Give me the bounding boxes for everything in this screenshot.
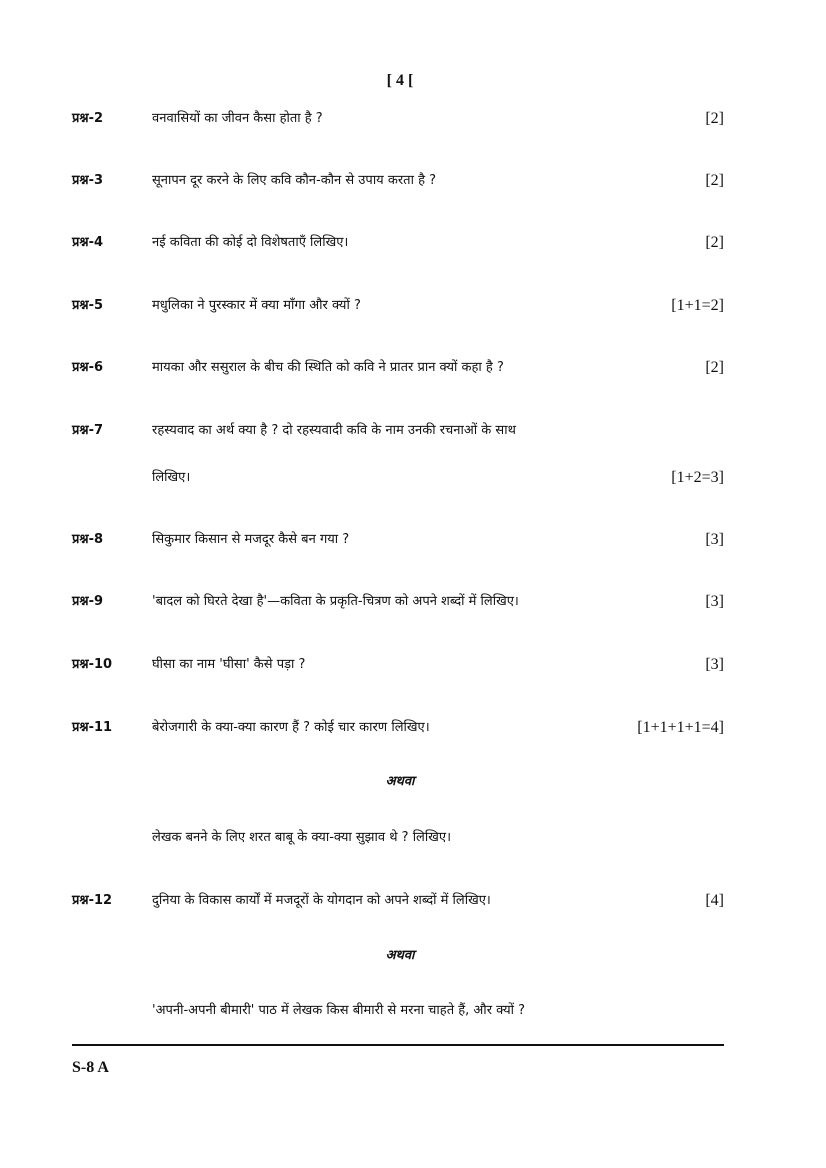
question-11: [72, 716, 724, 740]
question-marks: [1+1+1+1=4]: [637, 719, 724, 736]
question-text: दुनिया के विकास कार्यों में मजदूरों के योगदान को अपने शब्दों में लिखिए।: [152, 893, 491, 908]
alternative-question: लेखक बनने के लिए शरत बाबू के क्या-क्या सुझाव थे ? लिखिए।: [152, 830, 451, 845]
question-8: [72, 528, 724, 552]
question-label: प्रश्न-4: [72, 235, 104, 250]
question-4: [72, 231, 724, 255]
question-marks: [2]: [705, 110, 724, 127]
question-text: घीसा का नाम 'घीसा' कैसे पड़ा ?: [152, 657, 306, 672]
question-label: प्रश्न-9: [72, 594, 104, 609]
question-marks: [2]: [705, 172, 724, 189]
question-label: प्रश्न-8: [72, 532, 104, 547]
question-label: प्रश्न-11: [72, 720, 113, 735]
question-text: मधुलिका ने पुरस्कार में क्या माँगा और क्यों ?: [152, 298, 361, 313]
question-text: मायका और ससुराल के बीच की स्थिति को कवि ने प्रातर प्रान क्यों कहा है ?: [152, 360, 504, 375]
question-text: नई कविता की कोई दो विशेषताएँ लिखिए।: [152, 235, 349, 250]
question-text: रहस्यवाद का अर्थ क्या है ? दो रहस्यवादी कवि के नाम उनकी रचनाओं के साथ: [152, 423, 516, 438]
question-3: [72, 169, 724, 193]
question-5: [72, 294, 724, 318]
question-label: प्रश्न-10: [72, 657, 113, 672]
question-marks: [4]: [705, 892, 724, 909]
question-marks: [3]: [705, 656, 724, 673]
question-label: प्रश्न-5: [72, 298, 104, 313]
alternative-question: 'अपनी-अपनी बीमारी' पाठ में लेखक किस बीमारी से मरना चाहते हैं, और क्यों ?: [152, 1003, 526, 1018]
question-marks: [1+1=2]: [671, 297, 724, 314]
question-label: प्रश्न-7: [72, 423, 104, 438]
footer-divider: [72, 1044, 724, 1046]
question-9: [72, 590, 724, 614]
question-label: प्रश्न-3: [72, 173, 104, 188]
question-text-continued: लिखिए।: [152, 470, 191, 485]
question-text: वनवासियों का जीवन कैसा होता है ?: [152, 111, 323, 126]
page-number: [ 4 [: [386, 72, 414, 89]
question-10: [72, 653, 724, 677]
question-marks: [2]: [705, 359, 724, 376]
question-text: सिकुमार किसान से मजदूर कैसे बन गया ?: [152, 532, 350, 547]
question-7-continued: [72, 466, 724, 490]
question-label: प्रश्न-6: [72, 360, 104, 375]
question-12: [72, 889, 724, 913]
question-6: [72, 356, 724, 380]
question-marks: [1+2=3]: [671, 469, 724, 486]
question-7: [72, 419, 724, 443]
question-marks: [3]: [705, 593, 724, 610]
paper-code: S-8 A: [72, 1059, 109, 1076]
alternative-separator: अथवा: [385, 948, 415, 963]
question-label: प्रश्न-2: [72, 111, 104, 126]
question-text: बेरोजगारी के क्या-क्या कारण हैं ? कोई चार कारण लिखिए।: [152, 720, 430, 735]
question-marks: [2]: [705, 234, 724, 251]
question-label: प्रश्न-12: [72, 893, 113, 908]
alternative-separator: अथवा: [385, 774, 415, 789]
question-2: [72, 107, 724, 131]
question-marks: [3]: [705, 531, 724, 548]
question-text: 'बादल को घिरते देखा है'—कविता के प्रकृति-चित्रण को अपने शब्दों में लिखिए।: [152, 594, 519, 609]
question-text: सूनापन दूर करने के लिए कवि कौन-कौन से उपाय करता है ?: [152, 173, 437, 188]
